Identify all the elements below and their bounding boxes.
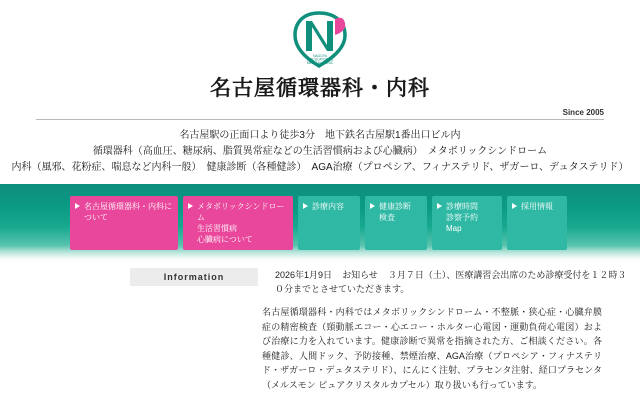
information-section <box>0 268 640 296</box>
navigation-band <box>0 184 640 262</box>
nav-medical-departments[interactable] <box>298 196 360 250</box>
nav-label-line: Map <box>446 224 462 233</box>
nav-label-line: メタボリックシンドローム <box>197 202 285 222</box>
nav-label-line: 生活習慣病 <box>197 224 237 233</box>
site-title: 名古屋循環器科・内科 <box>210 77 430 100</box>
logo-text-line2: CIRCULATORY & <box>306 57 334 62</box>
intro-line-cardiology: 循環器科（高血圧、糖尿病、脂質異常症などの生活習慣病および心臓病） メタボリックシンドローム <box>92 146 548 157</box>
nav-label-line: 名古屋循環器科・内科に <box>84 202 172 211</box>
chevron-right-icon <box>370 203 375 209</box>
site-header <box>0 0 640 120</box>
main-navigation <box>70 196 567 250</box>
nav-label-line: 心臓病について <box>197 235 253 244</box>
information-date: 2026年1月9日 <box>275 270 333 280</box>
chevron-right-icon <box>188 203 193 209</box>
chevron-right-icon <box>303 203 308 209</box>
nav-label-line: 診察予約 <box>446 213 478 222</box>
logo-text-line3: MEDICAL CLINIC <box>306 61 334 66</box>
chevron-right-icon <box>512 203 517 209</box>
nav-reservation-map[interactable] <box>432 196 502 250</box>
nav-label-line: 診療内容 <box>312 202 344 211</box>
information-text: ３月７日（土）、医療講習会出席のため診療受付を１２時３０分までとさせていただきます。 <box>275 270 627 294</box>
clinic-description: 名古屋循環器科・内科ではメタボリックシンドローム・不整脈・狭心症・心臓弁膜症の精密検査（頸動脈エコー・心エコー・ホルター心電図・運動負荷心電図）および治療に力を入れています。健康診断で異常を指摘された方、ご相談ください。各種健診、人間ドック、予防接種、禁煙治療、AGA治療（プロペシア・フィナステリド・ザガーロ・デュタステリド）、にんにく注射、プラセンタ注射、経口プラセンタ（メルスモン ピュアクリスタルカプセル）取り扱いも行っています。 <box>262 307 602 390</box>
intro-line-access: 名古屋駅の正面口より徒歩3分 地下鉄名古屋駅1番出口ビル内 <box>179 130 461 141</box>
logo-text-line1: NAGOYA <box>313 54 327 58</box>
nav-clinic-about[interactable] <box>70 196 178 250</box>
chevron-right-icon <box>75 203 80 209</box>
nav-label-line: 健康診断 <box>379 202 411 211</box>
since-label: Since 2005 <box>562 108 604 117</box>
nav-label-line: 検査 <box>379 213 395 222</box>
intro-block <box>0 128 640 176</box>
nav-recruit[interactable] <box>507 196 567 250</box>
nav-label-line: 診療時間 <box>446 202 478 211</box>
information-heading: Information <box>130 268 258 286</box>
logo-wrap <box>0 10 640 70</box>
nav-label-line: ついて <box>84 213 108 222</box>
information-body <box>275 268 635 296</box>
nav-metabolic-syndrome[interactable] <box>183 196 293 250</box>
clinic-logo[interactable] <box>289 11 351 69</box>
chevron-right-icon <box>437 203 442 209</box>
nav-label-line: 採用情報 <box>521 202 553 211</box>
intro-line-internal: 内科（風邪、花粉症、喘息など内科一般） 健康診断（各種健診） AGA治療（プロペシア、フィナステリド、ザガーロ、デュタステリド） <box>11 162 629 173</box>
nav-health-checkup[interactable] <box>365 196 427 250</box>
header-divider <box>36 119 604 120</box>
information-category: お知らせ <box>342 270 378 280</box>
